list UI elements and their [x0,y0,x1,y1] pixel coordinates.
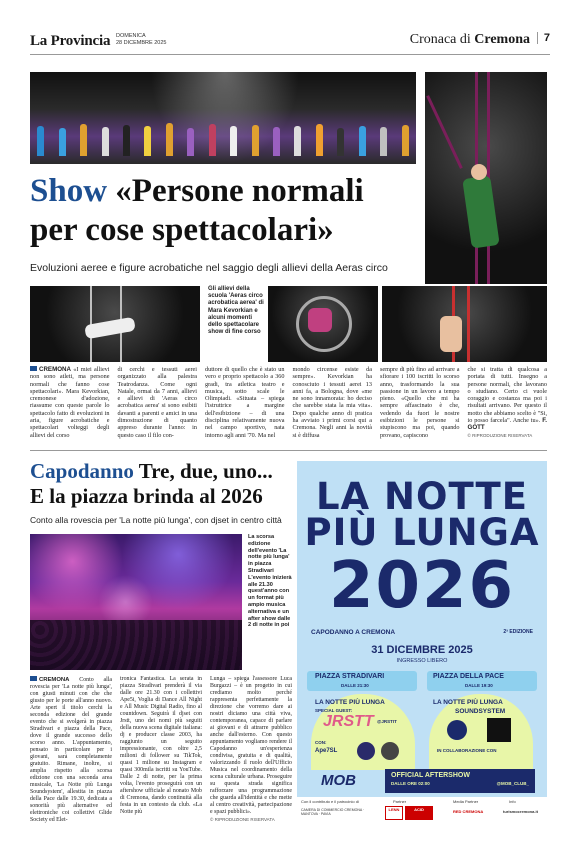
poster-stage1: LA NOTTE PIÙ LUNGA [315,699,385,706]
article1-col6-text: che si tratta di qualcosa a portata di tutti. Insegno a persone normali, che lavorano o studiano. Certo ci vuole coraggio e costanza ma poi i risultati arrivano. Per questo il motto che abbiamo scelto è "Si, io posso farcela". Anche tu». [467,366,547,425]
article2-column-2: tronica Fantastica. La serata in piazza Stradivari prenderà il via dalle ore 21.30 con i collettivi Ape5i, Voglia di Dance All Night e All Music Digital Radio, fino al countdown. Seguirà il djset con Jrstt, uno dei nomi più seguiti della nuova scena digitale italiana: dj e producer classe 2003, ha raggiunto un seguito impressionante, con oltre 2,5 milioni di follower su TikTok, quasi 1 milione su Instagram e quasi 300mila iscritti su YouTube. Dalle 2 di notte, per la prima volta, l'evento proseguirà con un aftershow ufficiale al nonato Mob di Cremona, dando continuità alla festa in un contesto da club. «La Notte più [120,676,202,815]
article1-column-2: di cerchi e tessuti aerei organizzato alla palestra Teatrodanza. Come ogni Natale, ormai da 7 anni, allievi e allievi di 'Aeras circo acrobatica aerea' si sono esibiti davanti a parenti e amici in una dimostrazione di quanto appreso durante l'anno: in questo caso il filo con- [117,366,197,439]
poster-lineup1: Ape7SL [315,748,338,754]
article1-title-line2: per cose spettacolari» [30,212,334,248]
article1-subtitle: Evoluzioni aeree e figure acrobatiche nel saggio degli allievi della Aeras circo [30,262,388,274]
article1-col1-text: «I miei allievi non sono atleti, ma persone normali che fanno cose spettacolari». Mara Kevorkian, cremonese d'adozione, riassume con queste parole lo spettacolo fatto di evoluzioni in aria, figure acrobatiche e spettacolari volteggi degli allievi del corso [30,366,110,439]
newspaper-logo[interactable]: La Provincia [30,33,111,49]
poster-venue2: PIAZZA DELLA PACE [433,673,504,680]
poster-entry: INGRESSO LIBERO [396,658,448,664]
article2-photo-caption: La scorsa edizione dell'evento 'La notte più lunga' in piazza Stradivari L'evento inizierà alle 21.30 quest'anno con un format più ampio musica alternativa e un after show dalle 2 di notte in poi [248,534,292,629]
article2-title-line1: Tre, due, uno... [138,459,273,483]
article1-column-1 [30,366,110,438]
article1-column-4: mondo circense esiste da sempre». Kevorkian ha conosciuto i tessuti aerei 13 anni fa, a Bologna, dove «me ne sono innamorata: ho deciso che sarebbe stata la mia vita». Dopo qualche anno di pratica ha avviato i primi corsi qui a Cremona. Negli anni la novità si è diffusa [292,366,372,439]
sponsor-strip [297,797,547,823]
sponsor-chamber: CAMERA DI COMMERCIO CREMONA · MANTOVA · PAVIA [301,808,365,816]
article1-column-5: sempre di più fino ad arrivare a sfiorare i 100 iscritti lo scorso anno, trasformando la sua passione in un lavoro a tempo pieno. «Quello che mi ha sempre affascinato è che, vedendo da fuori le nostre esibizioni le persone si stupiscono ma poi, quando provano, capiscono [380,366,460,439]
poster-aftershow: OFFICIAL AFTERSHOW [391,772,470,779]
issue-day: DOMENICA [116,33,146,39]
poster-collab: IN COLLABORAZIONE CON [437,748,497,753]
sponsor-media-label: Media Partner [453,799,479,804]
elettronica-fantastica-logo [487,718,511,742]
photo-crowd-piazza [30,534,242,670]
poster-event-name: CAPODANNO A CREMONA [311,629,396,636]
sponsor-label: Con il contributo e il patrocinio di [301,799,359,804]
article1-signature: F. GOTT [467,417,547,432]
poster-stage2: LA NOTTE PIÙ LUNGA [433,699,503,706]
article2-col3-text: Lunga – spiega l'assessore Luca Burgazzi – è un progetto in cui crediamo molto perché rappresenta perfettamente la direzione che vorremo dare ai nostri diciamo una città viva, contemporanea, capace di parlare ai giovani e di attrarre pubblico anche dall'esterno. Con questo appuntamento vogliamo rendere il Capodanno un'esperienza condivisa, gratuita e di qualità, valorizzando il ruolo dell'Ufficio Musica nel coordinamento della scena culturale urbana. Proseguire su questa strada significa rafforzare una programmazione che guarda all'identità e che mette al centro creatività, partecipazione e spazi pubblici». [210,676,292,815]
article2-subtitle: Conto alla rovescia per 'La notte più lunga', con djset in centro città [30,515,282,525]
poster-aftershow-time: DALLE ORE 02:00 [391,781,430,786]
article2-column-1 [30,676,112,826]
red-cremona-logo: RED CREMONA [453,809,484,814]
article2-col1-text: Conto alla rovescia per 'La notte più lunga', con giusti minuti con che che giusto per le porte all'anno nuovo. Arte spert il titolo cerchi la seconda edizione del grande evento che si svolgerà in piazza Stradivari e piazza della Pace, dove il grande successo dello scorso anno. L'appuntamento, pensato in particolare per i giovani, sarà completamente gratuito. Rimane, inoltre, si amplia rispetto alla scorsa edizione con una seconda area musicale, 'La Notte più Lunga Soundsystem', allestita in piazza della Pace dalle 19.30, dedicata a sonorità più alternative ed elettroniche coi collettivi Glide Society ed Elet- [30,677,112,823]
article1-dateline: CREMONA [30,366,71,373]
article1-title-line1: «Persone normali [115,173,364,209]
poster-venue2-time: DALLE 19:30 [465,683,493,688]
article2-dateline: CREMONA [30,677,69,683]
poster-stage2-sub: SOUNDSYSTEM [455,708,506,715]
article2-title-line2: E la piazza brinda al 2026 [30,484,263,508]
section-city: Cremona [474,32,530,47]
photo-group-performers [30,72,416,164]
photo-aerial-2 [382,286,547,362]
photo-aerial-1 [30,286,200,362]
poster-with-label: CON: [315,740,327,745]
sponsor-info-label: Info [509,799,516,804]
article2-body [30,676,292,826]
poster-aftershow-handle: @MOB_CLUB_ [496,781,529,786]
event-poster[interactable] [297,461,547,823]
section-prefix: Cronaca di [409,32,471,47]
article1-body [30,366,547,438]
lenn-logo: LENN [385,806,403,820]
poster-date: 31 DICEMBRE 2025 [371,644,473,656]
poster-edition: 2ª EDIZIONE [503,629,533,635]
article1-kicker: Show [30,173,108,209]
photo-aerial-hoop [268,286,378,362]
article1-headline [30,175,364,208]
article1-column-6 [468,366,548,438]
article1-column-3: duttore di quello che è stato un vero e proprio spettacolo a 360 gradi, tra atletica teatro e musica, sotto scale le Olimpiadi. «Situata – spiega l'istruttrice a margine dell'esibizione – di una disciplina relativamente nuova nel campo sportivo, nata intorno agli anni '70. Ma nel [205,366,285,439]
acid-logo: ACID [405,806,433,820]
page-number: 7 [537,32,550,44]
aftershow-box [385,769,535,793]
article1-photo-caption: Gli allievi della scuola 'Aeras circo acrobatica aerea' di Mara Kevorkian e alcuni momenti dello spettacolare show di fine corso [208,286,264,336]
issue-date [116,33,166,47]
lineup-logo-3 [381,742,399,760]
article2-kicker: Capodanno [30,459,134,483]
lineup-logo-2 [357,742,375,760]
article2-credit: © RIPRODUZIONE RISERVATA [210,817,275,822]
section-divider [30,450,547,451]
poster-title-line1: LA NOTTE [315,475,529,518]
poster-guest-handle: @JRSTIT [377,719,397,724]
article1-credit: © RIPRODUZIONE RISERVATA [467,432,533,438]
masthead [30,30,550,55]
article2-headline [30,461,273,482]
glide-society-logo [447,720,467,740]
sponsor-partner-label: Partner [393,799,407,804]
section-title [410,32,530,48]
issue-full-date: 28 DICEMBRE 2025 [116,40,167,46]
poster-guest-label: SPECIAL GUEST: [315,708,353,713]
info-url[interactable]: turismocremona.it [503,809,538,814]
photo-aerial-silk-main [425,72,547,284]
poster-title-line2: PIÙ LUNGA [304,511,540,554]
poster-year: 2026 [328,549,516,623]
poster-venue1-time: DALLE 21:30 [341,683,369,688]
article2-column-3 [210,676,292,826]
poster-venue1: PIAZZA STRADIVARI [315,673,385,680]
poster-mob-logo: MOB [321,772,356,789]
poster-guest: JRSTT [323,713,374,730]
